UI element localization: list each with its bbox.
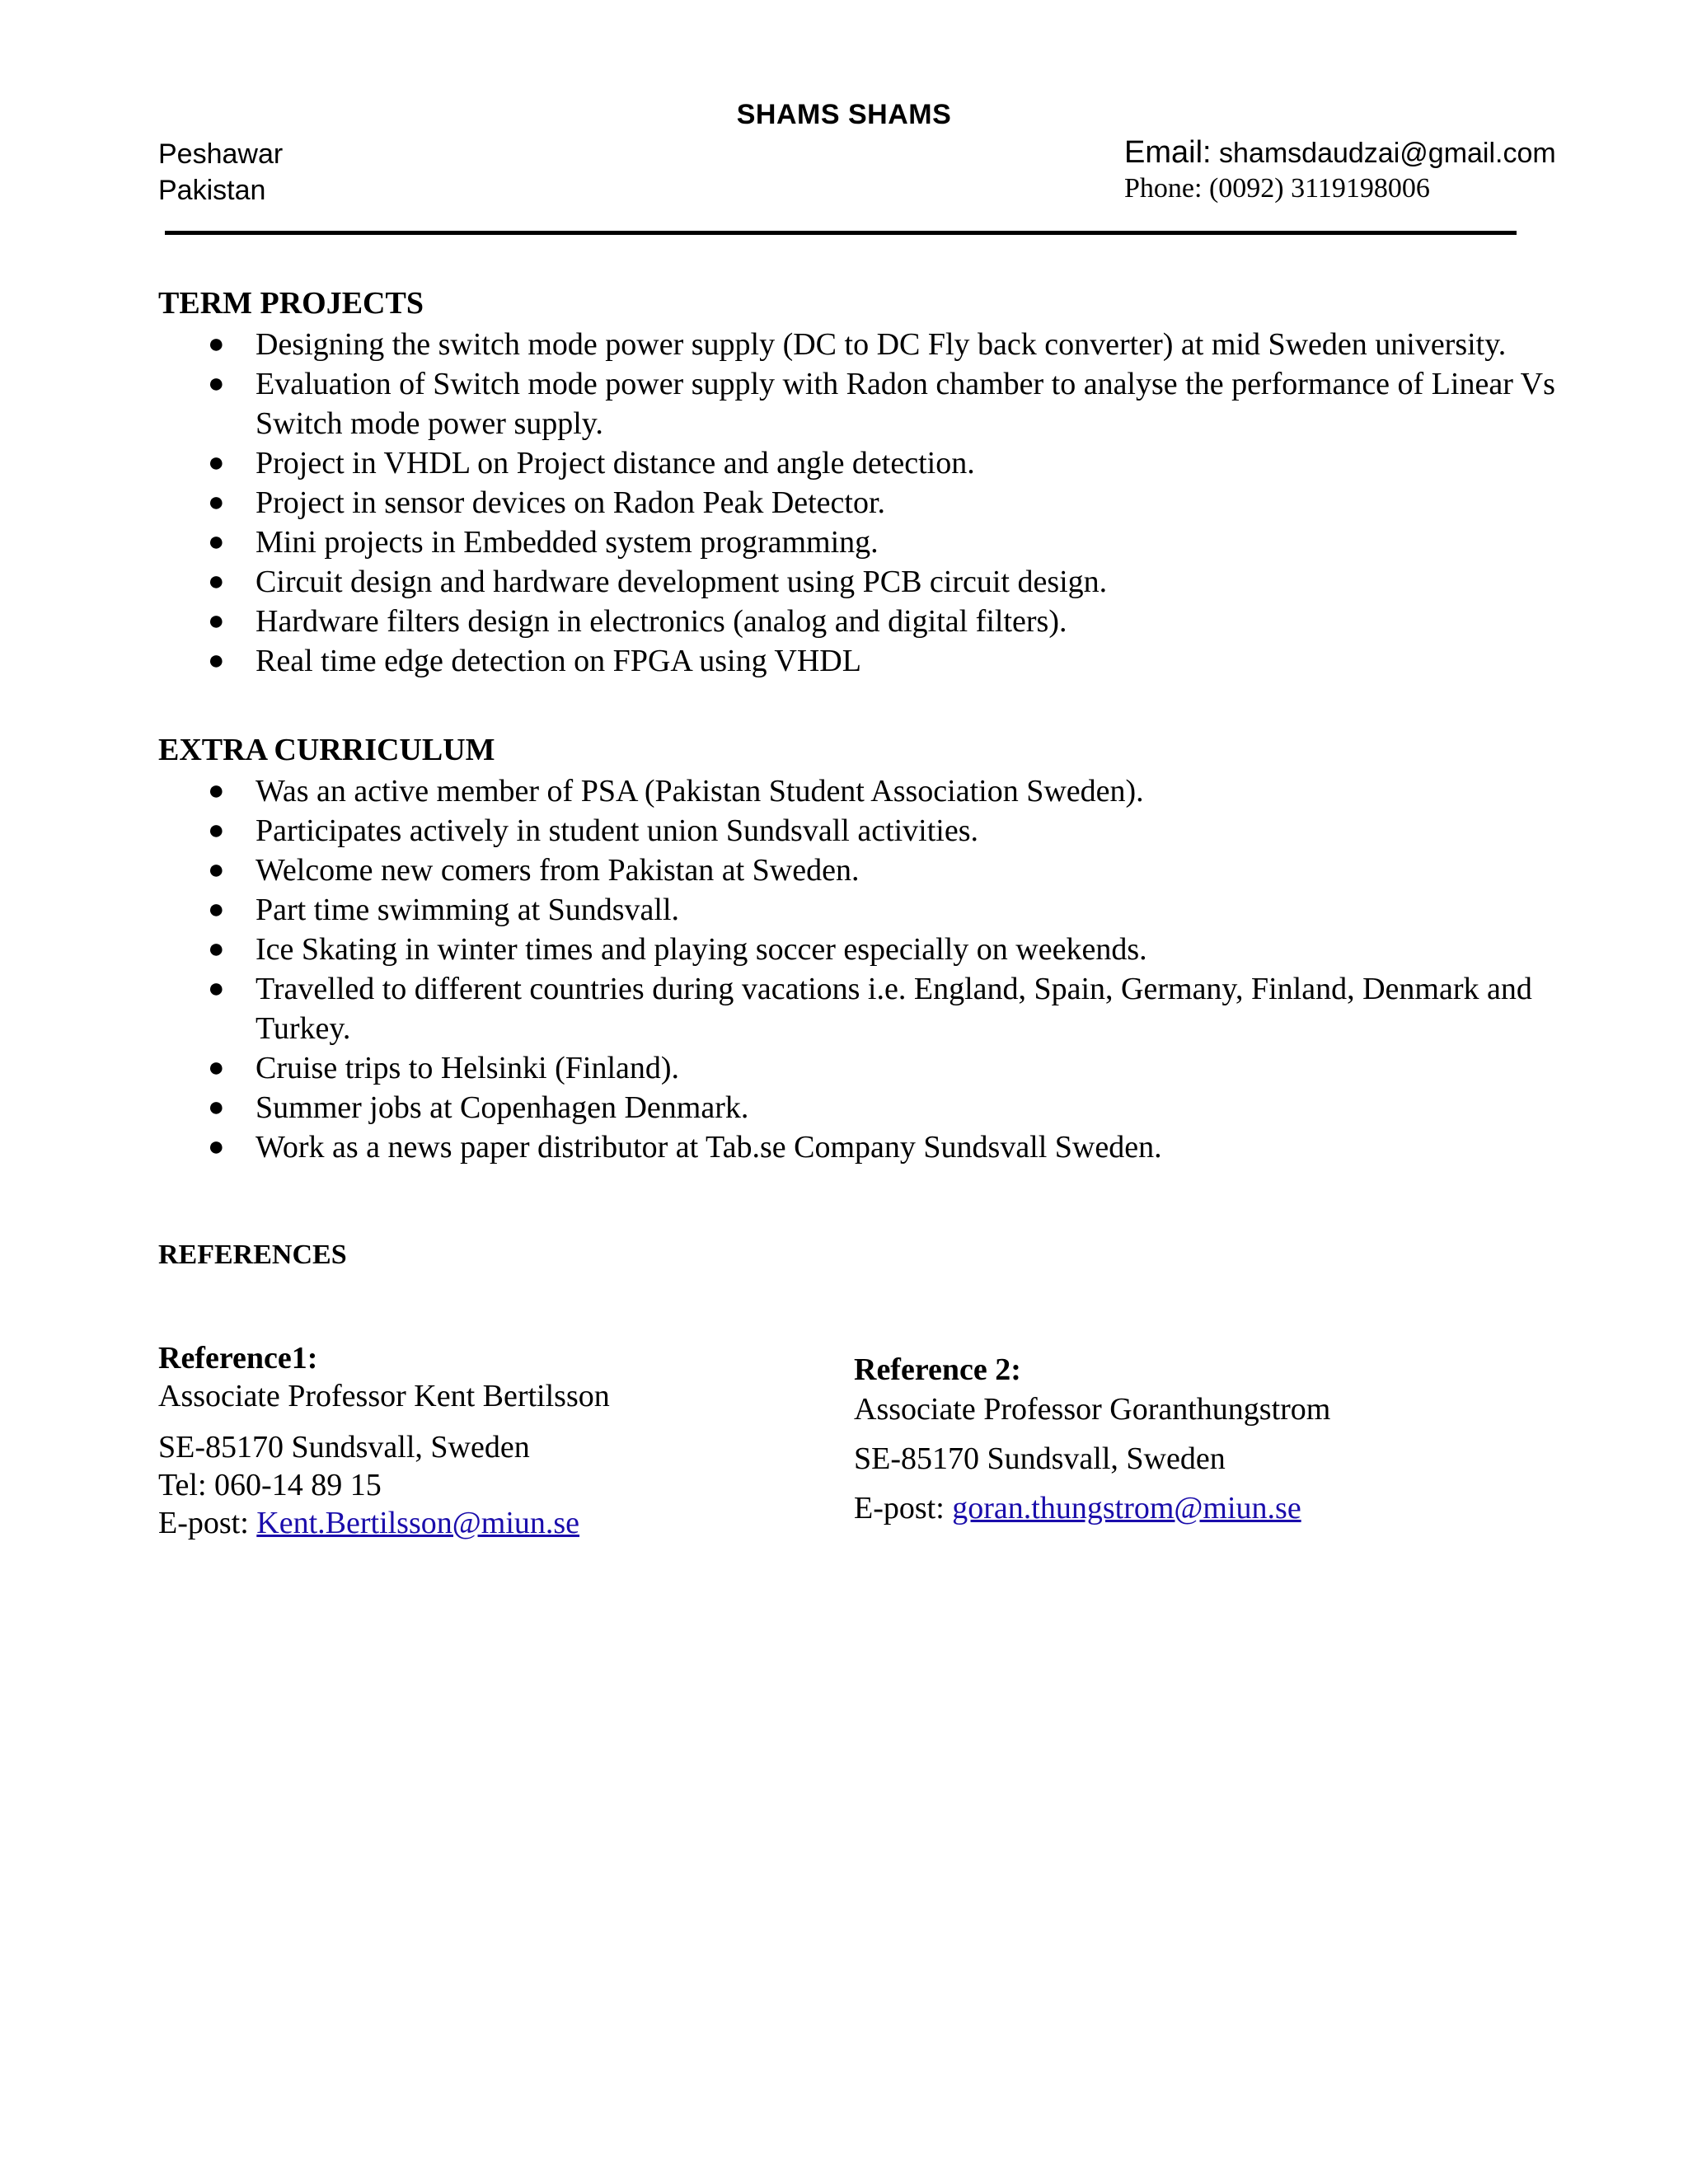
header-city: Peshawar [158, 138, 284, 170]
list-item: ● Part time swimming at Sundsvall. [158, 890, 1559, 930]
reference2-address: SE-85170 Sundsvall, Sweden [854, 1441, 1226, 1476]
term-projects-list [158, 325, 1559, 681]
bullet-icon: ● [208, 329, 225, 359]
bullet-icon: ● [208, 448, 225, 478]
reference2-name: Associate Professor Goranthungstrom [854, 1392, 1331, 1427]
bullet-icon: ● [208, 1092, 225, 1122]
reference2-email-link[interactable]: goran.thungstrom@miun.se [952, 1491, 1301, 1526]
bullet-icon: ● [208, 645, 225, 676]
bullet-icon: ● [208, 566, 225, 597]
bullet-icon: ● [208, 606, 225, 636]
list-item: ● Welcome new comers from Pakistan at Sweden. [158, 851, 1559, 890]
bullet-icon: ● [208, 855, 225, 885]
reference1-tel: Tel: 060-14 89 15 [158, 1468, 382, 1502]
reference2-email-label: E-post: [854, 1491, 953, 1526]
list-item: ● Cruise trips to Helsinki (Finland). [158, 1048, 1559, 1088]
reference1-title: Reference1: [158, 1341, 318, 1376]
bullet-icon: ● [208, 934, 225, 964]
list-item: ● Was an active member of PSA (Pakistan Student Association Sweden). [158, 771, 1559, 811]
header-country: Pakistan [158, 175, 266, 206]
bullet-icon: ● [208, 527, 225, 557]
bullet-icon: ● [208, 815, 225, 846]
reference1-email-label: E-post: [158, 1506, 257, 1540]
header-phone [1124, 173, 1430, 204]
references-title: REFERENCES [158, 1240, 347, 1270]
list-item: ● Hardware filters design in electronics (analog and digital filters). [158, 602, 1559, 641]
bullet-icon: ● [208, 894, 225, 925]
reference1-email-row [158, 1505, 579, 1541]
bullet-icon: ● [208, 368, 225, 399]
list-item: ● Mini projects in Embedded system programming. [158, 523, 1559, 562]
header-email [1124, 135, 1556, 171]
reference1-name: Associate Professor Kent Bertilsson [158, 1379, 610, 1413]
extra-curriculum-title: EXTRA CURRICULUM [158, 733, 495, 767]
resume-name: SHAMS SHAMS [736, 99, 952, 130]
list-item: ● Participates actively in student union Sundsvall activities. [158, 811, 1559, 851]
reference1-address: SE-85170 Sundsvall, Sweden [158, 1430, 530, 1465]
email-label: Email: [1124, 135, 1212, 170]
bullet-icon: ● [208, 1132, 225, 1162]
list-item: ● Project in sensor devices on Radon Peak Detector. [158, 483, 1559, 523]
list-item: ● Project in VHDL on Project distance and angle detection. [158, 443, 1559, 483]
bullet-icon: ● [208, 487, 225, 518]
bullet-icon: ● [208, 973, 225, 1004]
list-item: ● Summer jobs at Copenhagen Denmark. [158, 1088, 1559, 1127]
list-item: ● Travelled to different countries during vacations i.e. England, Spain, Germany, Finland, Denmark and Turkey. [158, 969, 1559, 1048]
reference2-title: Reference 2: [854, 1352, 1021, 1387]
list-item: ● Designing the switch mode power supply (DC to DC Fly back converter) at mid Sweden university. [158, 325, 1559, 364]
term-projects-title: TERM PROJECTS [158, 286, 424, 321]
extra-curriculum-list [158, 771, 1559, 1167]
list-item: ● Real time edge detection on FPGA using VHDL [158, 641, 1559, 681]
header-divider [165, 231, 1517, 235]
list-item: ● Ice Skating in winter times and playing soccer especially on weekends. [158, 930, 1559, 969]
bullet-icon: ● [208, 1052, 225, 1083]
phone-text: Phone: (0092) 3119198006 [1124, 173, 1430, 204]
reference1-email-link[interactable]: Kent.Bertilsson@miun.se [256, 1506, 580, 1540]
list-item: ● Evaluation of Switch mode power supply with Radon chamber to analyse the performance of Linear Vs Switch mode power supply. [158, 364, 1559, 443]
list-item: ● Circuit design and hardware development using PCB circuit design. [158, 562, 1559, 602]
reference2-email-row [854, 1490, 1301, 1526]
bullet-icon: ● [208, 776, 225, 806]
email-value[interactable]: shamsdaudzai@gmail.com [1219, 138, 1556, 169]
list-item: ● Work as a news paper distributor at Tab.se Company Sundsvall Sweden. [158, 1127, 1559, 1167]
